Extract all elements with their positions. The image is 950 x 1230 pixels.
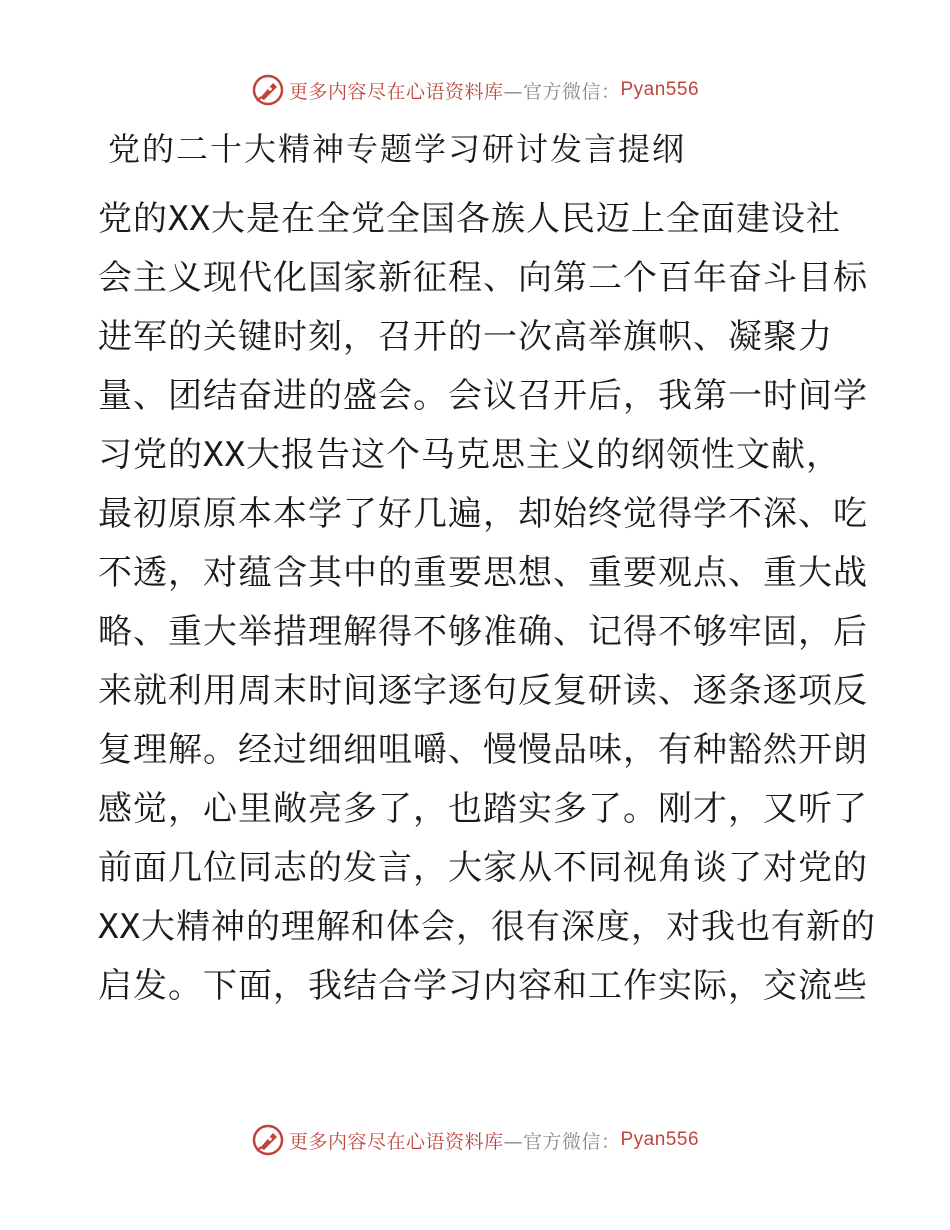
body-line: 来就利用周末时间逐字逐句反复研读、逐条逐项反 xyxy=(98,671,868,711)
body-line: 不透，对蕴含其中的重要思想、重要观点、重大战 xyxy=(98,553,868,593)
banner-text-wechat-label: —官方微信： xyxy=(503,1130,621,1153)
body-line: 党的XX大是在全党全国各族人民迈上全面建设社 xyxy=(98,199,841,239)
body-line: 复理解。经过细细咀嚼、慢慢品味，有种豁然开朗 xyxy=(98,730,868,770)
body-line: XX大精神的理解和体会，很有深度，对我也有新的 xyxy=(98,907,876,947)
body-line: 略、重大举措理解得不够准确、记得不够牢固，后 xyxy=(98,612,868,652)
pen-nib-circle-icon xyxy=(251,73,285,107)
pen-nib-circle-icon xyxy=(251,1123,285,1157)
banner-wechat-id: Pyan556 xyxy=(620,79,700,100)
document-title: 党的二十大精神专题学习研讨发言提纲 xyxy=(108,130,687,168)
banner-text-main: 更多内容尽在心语资料库 xyxy=(288,1130,504,1153)
body-line: 会主义现代化国家新征程、向第二个百年奋斗目标 xyxy=(98,258,868,298)
body-line: 最初原原本本学了好几遍，却始终觉得学不深、吃 xyxy=(98,494,868,534)
body-line: 感觉，心里敞亮多了，也踏实多了。刚才，又听了 xyxy=(98,789,868,829)
body-line: 习党的XX大报告这个马克思主义的纲领性文献， xyxy=(98,435,841,475)
footer-watermark-banner xyxy=(0,1120,950,1160)
banner-text-wechat-label: —官方微信： xyxy=(503,80,621,103)
body-line: 进军的关键时刻，召开的一次高举旗帜、凝聚力 xyxy=(98,317,833,357)
banner-text-main: 更多内容尽在心语资料库 xyxy=(288,80,504,103)
banner-wechat-id: Pyan556 xyxy=(620,1129,700,1150)
body-line: 前面几位同志的发言，大家从不同视角谈了对党的 xyxy=(98,848,868,888)
body-line: 量、团结奋进的盛会。会议召开后，我第一时间学 xyxy=(98,376,868,416)
document-body xyxy=(98,190,876,1016)
body-line: 启发。下面，我结合学习内容和工作实际，交流些 xyxy=(98,966,868,1006)
header-watermark-banner xyxy=(0,70,950,110)
